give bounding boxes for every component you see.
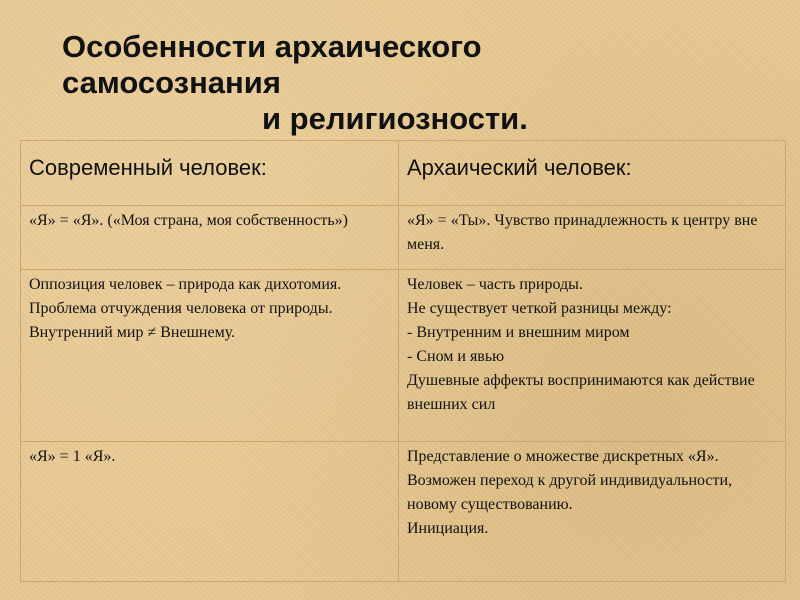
header-modern-man: Современный человек: [21,141,399,206]
cell-text: «Я» = 1 «Я». [29,448,116,465]
table-row [21,442,786,582]
cell-text: Внутренний мир ≠ Внешнему. [29,324,236,341]
header-archaic-man: Архаический человек: [399,141,786,206]
cell-modern [21,442,399,582]
cell-text: «Я» = «Ты». Чувство принадлежность к центру вне меня. [407,212,758,253]
title-line-2: самосознания [62,65,281,100]
title-line-3: и религиозности. [262,101,528,136]
table-row [21,206,786,270]
cell-modern [21,270,399,442]
title-line-1: Особенности архаического [62,29,482,64]
cell-text: - Сном и явью [407,348,505,365]
slide-title [62,29,528,137]
cell-text: Инициация. [407,520,489,537]
table-header-row [21,141,786,206]
cell-text: Человек – часть природы. [407,276,583,293]
cell-text: Представление о множестве дискретных «Я». Возможен переход к другой индивидуальности, новому существованию. [407,448,733,513]
cell-archaic [399,442,786,582]
comparison-table [20,140,786,582]
cell-archaic [399,206,786,270]
cell-text: Душевные аффекты воспринимаются как действие внешних сил [407,372,755,413]
cell-text: «Я» = «Я». («Моя страна, моя собственность») [29,212,348,229]
table-row [21,270,786,442]
cell-text: - Внутренним и внешним миром [407,324,630,341]
cell-modern [21,206,399,270]
cell-archaic [399,270,786,442]
cell-text: Не существует четкой разницы между: [407,300,672,317]
cell-text: Оппозиция человек – природа как дихотомия. Проблема отчуждения человека от природы. [29,276,342,317]
